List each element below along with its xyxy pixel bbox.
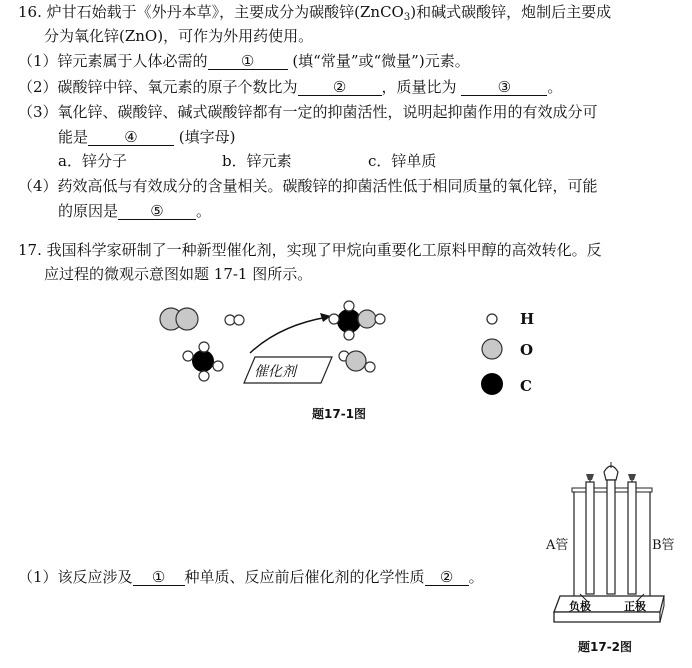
q17-intro-line2: 应过程的微观示意图如题 17-1 图所示。 [44, 265, 313, 283]
legend-hydrogen-icon [487, 314, 497, 324]
catalyst-label: 催化剂 [254, 364, 296, 380]
q16-part4-text-a: 的原因是 [58, 202, 119, 220]
oxygen-molecule-icon [160, 308, 198, 330]
positive-electrode-label: 正极 [624, 600, 646, 613]
reaction-arrow-icon [250, 317, 328, 353]
q16-intro-text-a: 炉甘石始载于《外丹本草》，主要成分为碳酸锌(ZnCO [46, 3, 404, 21]
q16-blank-2[interactable]: ② [298, 79, 382, 96]
q16-intro-subscript: 3 [403, 12, 411, 23]
tube-a-label: A管 [546, 538, 569, 553]
q16-part3-text-a: 能是 [58, 128, 89, 146]
q16-part3-line1: （3）氧化锌、碳酸锌、碱式碳酸锌都有一定的抑菌活性，说明起抑菌作用的有效成分可 [18, 103, 598, 121]
q16-part2 [18, 77, 562, 97]
q16-intro-line1 [18, 2, 611, 28]
q16-part2-text-a: （2）碳酸锌中锌、氧元素的原子个数比为 [18, 78, 298, 96]
tube-b-label: B管 [652, 538, 675, 553]
figure-17-2-caption: 题17-2图 [578, 640, 633, 654]
q16-part3-line2 [58, 127, 236, 147]
q17-part1 [18, 567, 484, 587]
legend-oxygen-icon [482, 339, 502, 359]
q16-blank-5[interactable]: ⑤ [118, 203, 196, 220]
q16-intro-text-b: )和碱式碳酸锌，炮制后主要成 [410, 3, 612, 21]
q16-blank-3[interactable]: ③ [461, 79, 547, 96]
legend-carbon-icon [481, 373, 503, 395]
q16-intro-line2: 分为氧化锌(ZnO)，可作为外用药使用。 [44, 27, 314, 45]
q16-blank-1[interactable]: ① [208, 53, 288, 70]
q17-part1-text-a: （1）该反应涉及 [18, 568, 133, 586]
q17-blank-2[interactable]: ② [425, 569, 469, 586]
q16-blank-4[interactable]: ④ [88, 129, 174, 146]
q16-part3-text-b: (填字母) [178, 128, 236, 146]
q16-option-c: c．锌单质 [368, 152, 437, 170]
legend-c-label: C [520, 377, 532, 395]
figure-17-1-caption: 题17-1图 [312, 407, 367, 421]
q17-intro-line1 [18, 240, 602, 260]
q16-option-b: b．锌元素 [222, 152, 292, 170]
reaction-diagram [0, 295, 692, 415]
q17-part1-text-b: 种单质、反应前后催化剂的化学性质 [184, 568, 425, 586]
q17-part1-text-c: 。 [468, 568, 484, 586]
negative-electrode-label: 负极 [569, 600, 591, 613]
tube-b-icon [628, 474, 636, 594]
q16-number: 16. [18, 3, 42, 21]
legend-o-label: O [520, 341, 534, 359]
reservoir-icon [604, 466, 618, 480]
q17-number: 17. [18, 241, 42, 259]
q17-blank-1[interactable]: ① [133, 569, 185, 586]
hydrogen-molecule-icon [225, 315, 244, 325]
q16-part2-text-b: ，质量比为 [381, 78, 457, 96]
legend-h-label: H [520, 310, 535, 328]
q16-part2-text-c: 。 [547, 78, 563, 96]
q16-part1-text-a: （1）锌元素属于人体必需的 [18, 52, 208, 70]
water-molecule-icon [339, 351, 375, 372]
q16-part4-text-b: 。 [196, 202, 212, 220]
methane-molecule-icon [183, 342, 223, 381]
q17-intro-text: 我国科学家研制了一种新型催化剂，实现了甲烷向重要化工原料甲醇的高效转化。反 [46, 241, 602, 259]
methanol-molecule-icon [329, 301, 385, 340]
q16-option-a: a．锌分子 [58, 152, 127, 170]
q16-part4-line2 [58, 201, 211, 221]
q16-part1 [18, 51, 470, 71]
tube-a-icon [586, 474, 594, 594]
q16-part4-line1: （4）药效高低与有效成分的含量相关。碳酸锌的抑菌活性低于相同质量的氧化锌，可能 [18, 177, 598, 195]
q16-part1-text-b: (填“常量”或“微量”)元素。 [292, 52, 470, 70]
